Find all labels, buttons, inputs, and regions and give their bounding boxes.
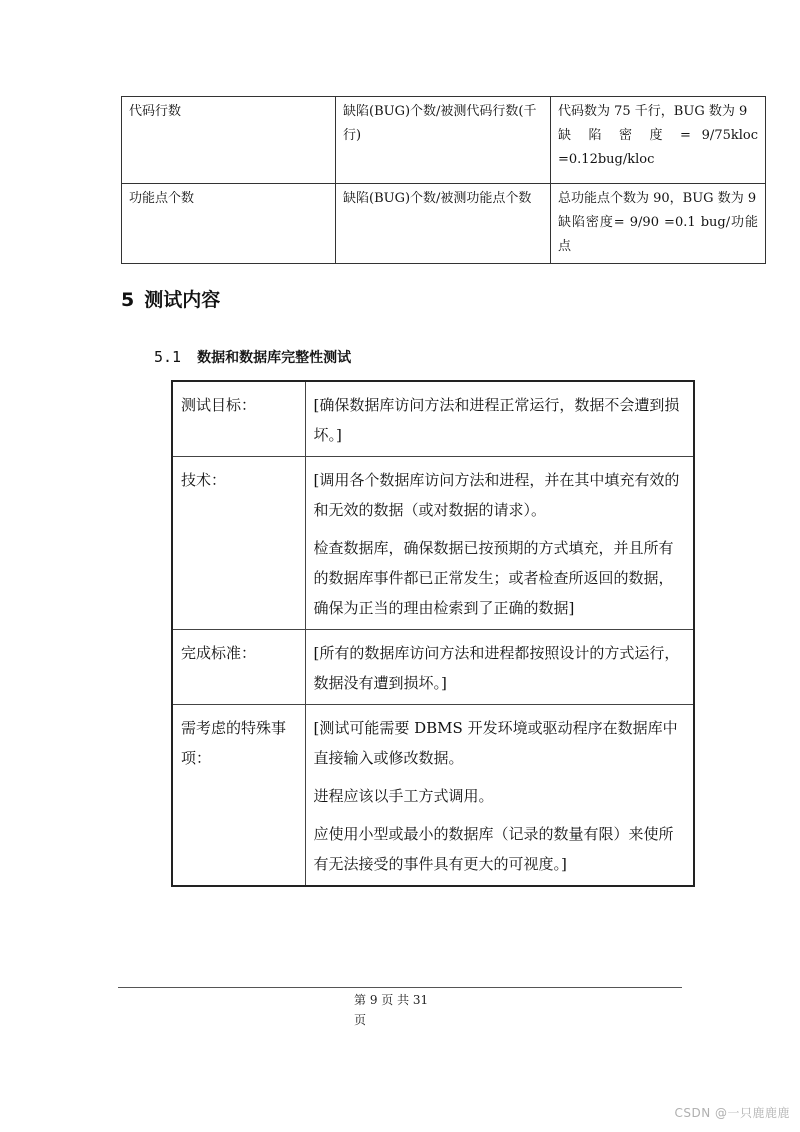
table-row [172, 381, 694, 457]
example-line: 总功能点个数为 90，BUG 数为 9 [558, 191, 757, 206]
content-paragraph: [确保数据库访问方法和进程正常运行，数据不会遭到损坏。] [313, 396, 680, 444]
table-row [172, 630, 694, 705]
row-content [305, 457, 694, 630]
row-label: 需考虑的特殊事项： [172, 705, 305, 887]
subsection-number: 5.1 [154, 348, 182, 366]
page-number-line: 页 [354, 1013, 367, 1027]
row-label: 技术： [172, 457, 305, 630]
watermark: CSDN @一只鹿鹿鹿 [674, 1106, 790, 1120]
table-row [122, 97, 766, 184]
table-row [172, 705, 694, 887]
page-number-line: 第 9 页 共 31 [354, 993, 429, 1007]
content-paragraph: 进程应该以手工方式调用。 [313, 787, 494, 805]
subsection-title: 数据和数据库完整性测试 [197, 350, 352, 366]
metric-name-cell: 代码行数 [122, 97, 336, 184]
defect-density-table [121, 96, 766, 264]
table-row [122, 184, 766, 264]
metric-example-cell [551, 184, 766, 264]
subsection-heading [154, 346, 351, 369]
page-number [354, 990, 474, 1030]
section-heading [121, 286, 220, 314]
metric-formula-cell: 缺陷(BUG)个数/被测功能点个数 [336, 184, 551, 264]
table-row [172, 457, 694, 630]
metric-formula-cell: 缺陷(BUG)个数/被测代码行数(千行) [336, 97, 551, 184]
metric-example-cell [551, 97, 766, 184]
row-content [305, 381, 694, 457]
section-title: 测试内容 [144, 289, 221, 311]
example-line: 缺陷密度= 9/90 =0.1 bug/功能点 [558, 215, 758, 254]
content-paragraph: [所有的数据库访问方法和进程都按照设计的方式运行，数据没有遭到损坏。] [313, 644, 680, 692]
metric-name-cell: 功能点个数 [122, 184, 336, 264]
row-label: 完成标准： [172, 630, 305, 705]
example-line: 代码数为 75 千行，BUG 数为 9 [558, 104, 748, 119]
section-number: 5 [121, 289, 135, 311]
example-line: 缺 陷 密 度 = 9/75kloc [558, 128, 758, 143]
example-line: =0.12bug/kloc [558, 152, 655, 167]
content-paragraph: 检查数据库，确保数据已按预期的方式填充，并且所有的数据库事件都已正常发生；或者检查所返回的数据，确保为正当的理由检索到了正确的数据] [313, 539, 674, 617]
row-label: 测试目标： [172, 381, 305, 457]
row-content [305, 705, 694, 887]
test-plan-table [171, 380, 695, 887]
content-paragraph: 应使用小型或最小的数据库（记录的数量有限）来使所有无法接受的事件具有更大的可视度。] [313, 825, 674, 873]
row-content [305, 630, 694, 705]
footer-divider [118, 987, 682, 988]
content-paragraph: [调用各个数据库访问方法和进程，并在其中填充有效的和无效的数据（或对数据的请求）。 [313, 471, 680, 519]
content-paragraph: [测试可能需要 DBMS 开发环境或驱动程序在数据库中直接输入或修改数据。 [313, 719, 678, 767]
